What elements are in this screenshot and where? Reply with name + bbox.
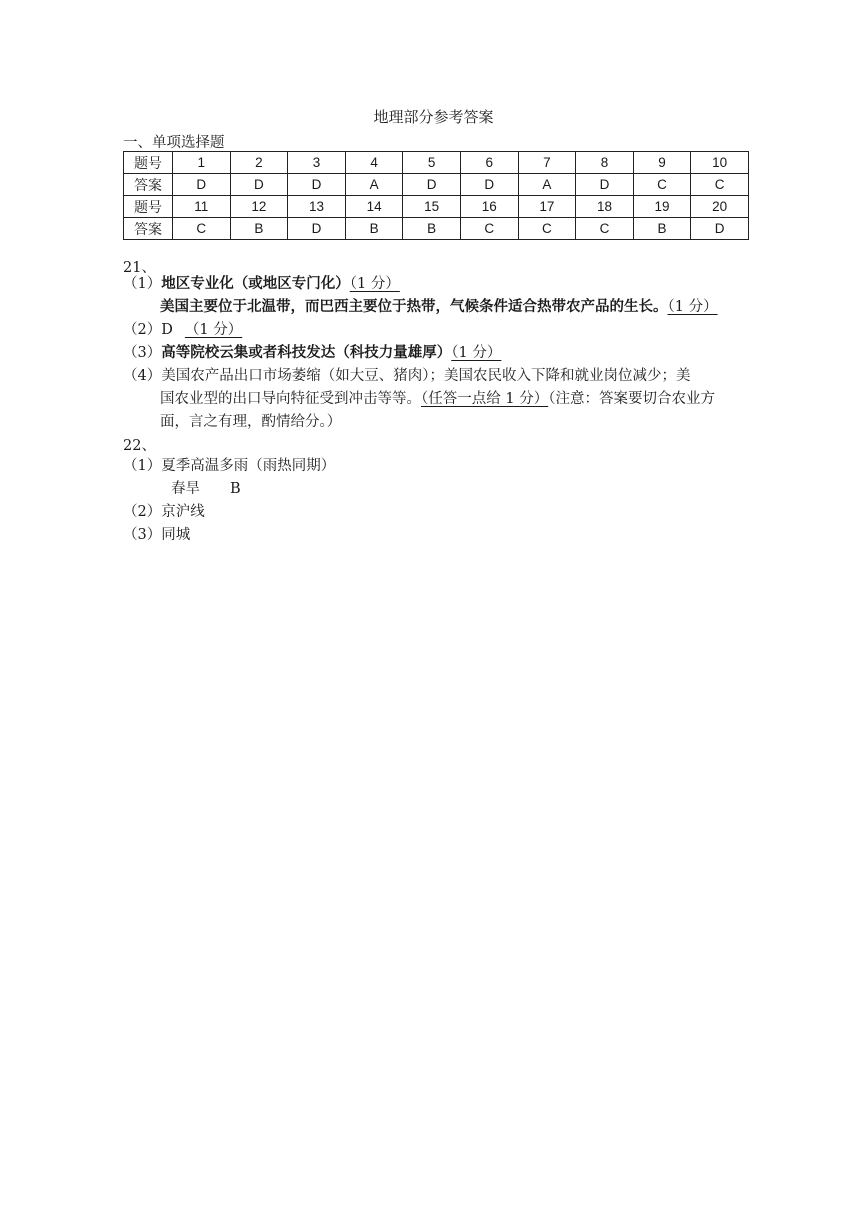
answer-cell: C [460,218,518,240]
question-number-cell: 11 [173,196,231,218]
part-answer-detail: 美国主要位于北温带，而巴西主要位于热带，气候条件适合热带农产品的生长。 [160,298,668,315]
q22-part1-sub [171,477,241,498]
answer-cell: D [288,174,346,196]
question-number-cell: 1 [173,152,231,174]
answer-cell: D [173,174,231,196]
answer-cell: C [691,174,749,196]
question-number-cell: 12 [230,196,288,218]
part-label: （1） [123,458,162,474]
question-number-cell: 18 [576,196,634,218]
answer-cell: B [345,218,403,240]
q22-part1 [123,454,335,475]
question-number-cell: 7 [518,152,576,174]
part-answer: 京沪线 [161,504,205,520]
q21-part1 [123,272,400,293]
document-title: 地理部分参考答案 [373,108,494,126]
part-answer: 高等院校云集或者科技发达（科技力量雄厚） [161,344,452,361]
section-heading-single-choice: 一、单项选择题 [123,135,225,151]
q21-part3 [123,341,501,362]
question-number-cell: 16 [460,196,518,218]
q21-number: 21、 [123,260,156,276]
table-row [124,152,749,174]
answer-cell: D [460,174,518,196]
q21-part1-detail [160,295,718,316]
part-answer: B [230,481,241,497]
row-label: 题号 [124,196,173,218]
question-number-cell: 17 [518,196,576,218]
question-number-cell: 6 [460,152,518,174]
answer-cell: D [576,174,634,196]
q21-part4-line3: 面，言之有理，酌情给分。） [160,414,342,430]
score-note: （1 分） [349,276,400,292]
part-label: （4） [123,368,162,384]
part-answer: 国农业型的出口导向特征受到冲击等等。 [160,391,421,407]
answer-cell: C [576,218,634,240]
question-number-cell: 20 [691,196,749,218]
part-answer: 夏季高温多雨（雨热同期） [161,458,336,474]
question-number-cell: 13 [288,196,346,218]
part-answer: 同城 [161,527,191,543]
part-answer: 美国农产品出口市场萎缩（如大豆、猪肉）；美国农民收入下降和就业岗位减少；美 [161,368,691,384]
row-label: 答案 [124,174,173,196]
part-answer: D [161,322,173,338]
question-number-cell: 2 [230,152,288,174]
answer-cell: D [288,218,346,240]
part-label: （1） [123,276,162,292]
answer-cell: C [518,218,576,240]
score-note: （1 分） [184,322,243,338]
q21-part2 [123,318,242,339]
part-label: （2） [123,322,162,338]
row-label: 答案 [124,218,173,240]
answer-cell: D [403,174,461,196]
question-number-cell: 5 [403,152,461,174]
question-number-cell: 15 [403,196,461,218]
part-label: （3） [123,527,162,543]
part-label: （2） [123,504,162,520]
q22-number: 22、 [123,438,156,454]
answer-cell: C [633,174,691,196]
question-number-cell: 19 [633,196,691,218]
score-note: （1 分） [667,299,718,315]
row-label: 题号 [124,152,173,174]
answer-cell: A [518,174,576,196]
answer-cell: B [403,218,461,240]
answer-cell: B [633,218,691,240]
question-number-cell: 3 [288,152,346,174]
grading-note: （注意：答案要切合农业方 [548,391,715,407]
answer-cell: A [345,174,403,196]
question-number-cell: 10 [691,152,749,174]
question-number-cell: 14 [345,196,403,218]
part-label: （3） [123,345,162,361]
question-number-cell: 4 [345,152,403,174]
part-answer: 春旱 [171,481,200,497]
question-number-cell: 9 [633,152,691,174]
question-number-cell: 8 [576,152,634,174]
q22-part2 [123,500,205,521]
answer-cell: B [230,218,288,240]
table-row [124,196,749,218]
table-row [124,174,749,196]
table-row [124,218,749,240]
score-note: （1 分） [451,345,502,361]
answer-cell: C [173,218,231,240]
q22-part3 [123,523,190,544]
score-note: （任答一点给 1 分） [421,391,549,407]
part-answer: 地区专业化（或地区专门化） [161,275,350,292]
q21-part4-line2 [160,387,715,408]
answer-table [123,151,749,240]
answer-cell: D [691,218,749,240]
q21-part4-line1 [123,364,690,385]
answer-cell: D [230,174,288,196]
